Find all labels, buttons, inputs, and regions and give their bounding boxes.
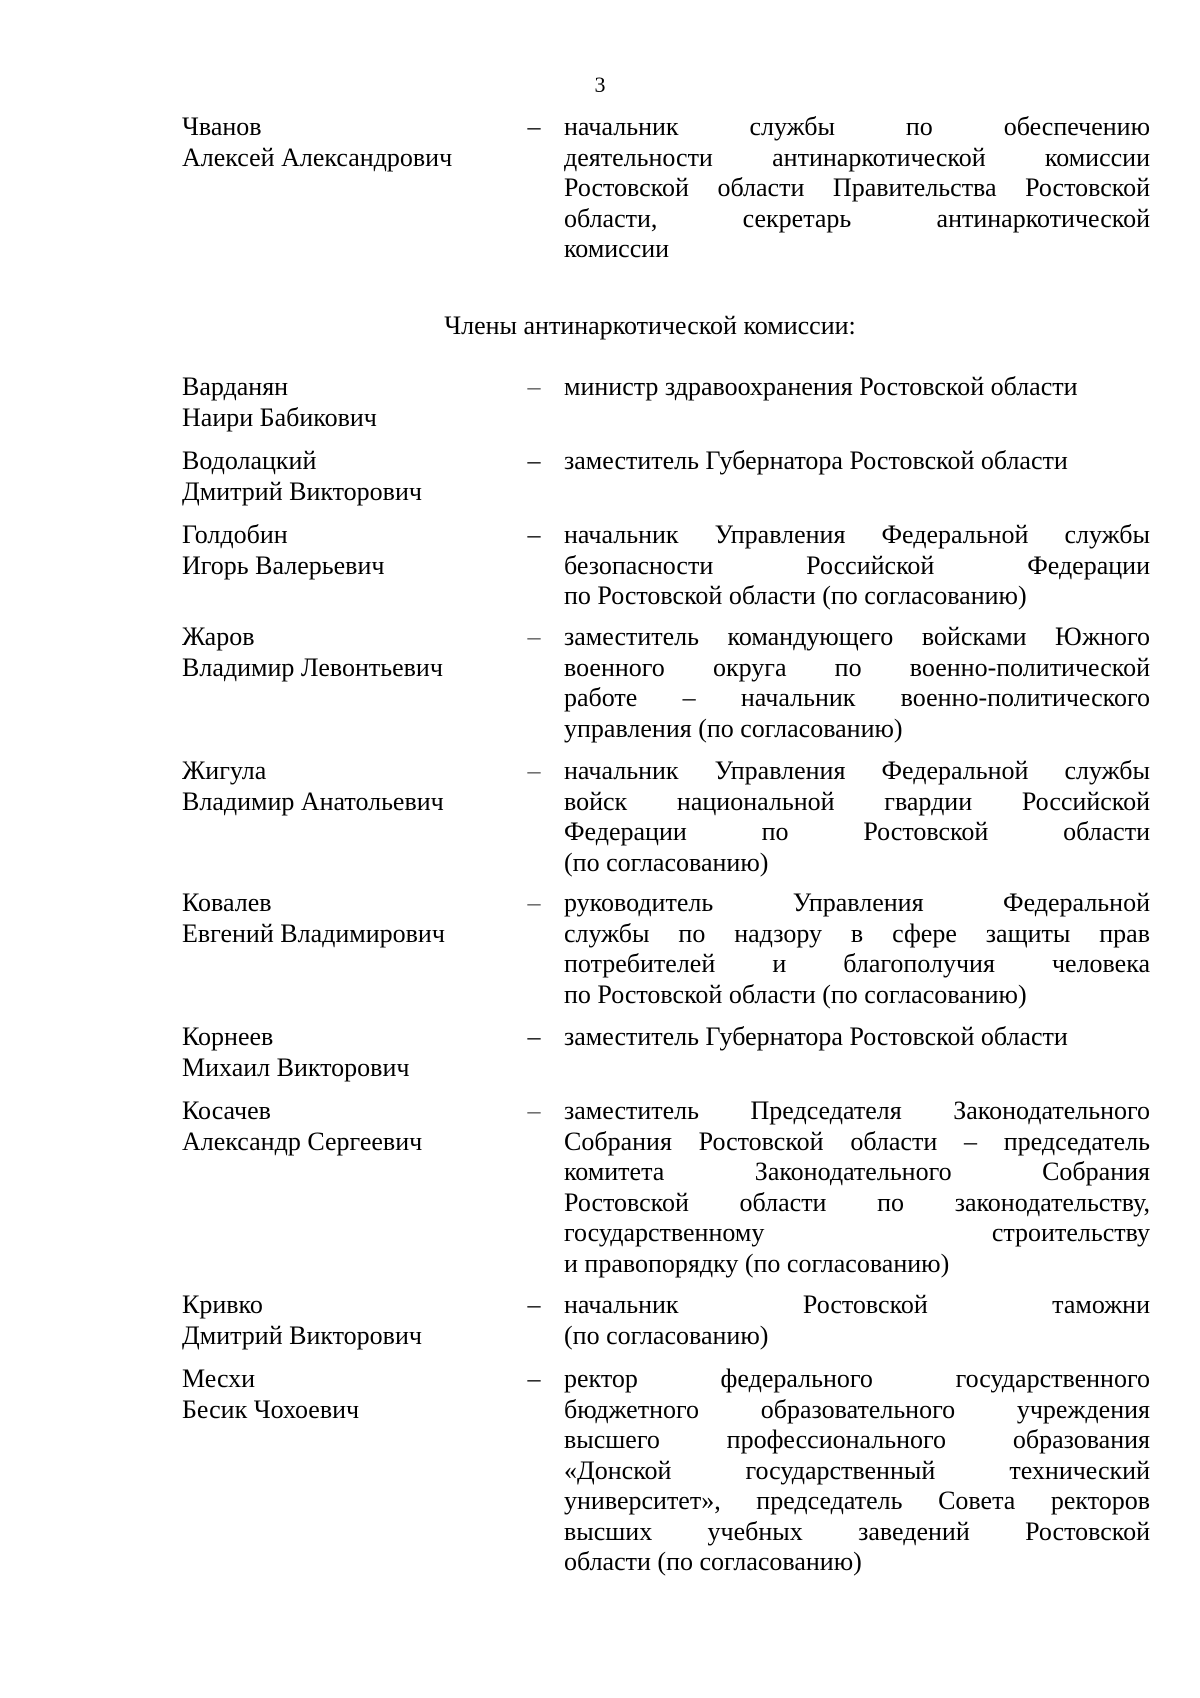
position-description	[564, 446, 1150, 477]
position-line: министр здравоохранения Ростовской области	[564, 372, 1078, 401]
given-names: Владимир Анатольевич	[182, 786, 444, 816]
position-description	[564, 112, 1150, 265]
dash-separator: –	[527, 1096, 541, 1125]
surname: Жигула	[182, 756, 267, 785]
position-description	[564, 1022, 1150, 1053]
given-names: Владимир Левонтьевич	[182, 652, 443, 682]
given-names: Александр Сергеевич	[182, 1126, 423, 1156]
position-line: заместитель Председателя Законодательного	[564, 1096, 1150, 1125]
surname: Варданян	[182, 372, 289, 401]
dash-separator: –	[527, 520, 541, 549]
person-name	[182, 1290, 512, 1351]
position-line: Федерации по Ростовской области	[564, 817, 1150, 846]
surname: Корнеев	[182, 1022, 274, 1051]
position-description	[564, 622, 1150, 744]
position-line: комиссии	[564, 234, 670, 263]
surname: Косачев	[182, 1096, 271, 1125]
position-line: высших учебных заведений Ростовской	[564, 1516, 1150, 1546]
person-name	[182, 520, 512, 581]
position-line: и правопорядку (по согласованию)	[564, 1248, 950, 1278]
person-name	[182, 622, 512, 683]
given-names: Наири Бабикович	[182, 402, 377, 432]
position-line: начальник Управления Федеральной службы	[564, 756, 1150, 785]
position-line: начальник Управления Федеральной службы	[564, 520, 1150, 549]
position-line: потребителей и благополучия человека	[564, 949, 1150, 978]
dash-separator: –	[527, 372, 541, 401]
position-line: государственному строительству	[564, 1218, 1150, 1247]
given-names: Алексей Александрович	[182, 142, 453, 172]
person-name	[182, 112, 512, 173]
position-description	[564, 372, 1150, 403]
dash-separator: –	[527, 446, 541, 475]
person-name	[182, 1096, 512, 1157]
position-line: заместитель Губернатора Ростовской области	[564, 1022, 1068, 1051]
person-name	[182, 446, 512, 507]
position-line: Ростовской области по законодательству,	[564, 1187, 1150, 1217]
surname: Месхи	[182, 1364, 256, 1393]
position-line: начальник службы по обеспечению	[564, 112, 1150, 141]
position-line: «Донской государственный технический	[564, 1455, 1150, 1485]
position-line: Ростовской области Правительства Ростовской	[564, 173, 1150, 202]
position-description	[564, 1364, 1150, 1578]
position-line: по Ростовской области (по согласованию)	[564, 979, 1027, 1009]
position-description	[564, 1096, 1150, 1279]
person-name	[182, 372, 512, 433]
dash-separator: –	[527, 622, 541, 651]
position-line: бюджетного образовательного учреждения	[564, 1394, 1150, 1424]
surname: Кривко	[182, 1290, 263, 1319]
position-line: ректор федерального государственного	[564, 1364, 1150, 1393]
dash-separator: –	[527, 888, 541, 917]
position-line: управления (по согласованию)	[564, 713, 903, 743]
position-line: (по согласованию)	[564, 1320, 769, 1350]
surname: Чванов	[182, 112, 262, 141]
dash-separator: –	[527, 756, 541, 785]
position-line: заместитель Губернатора Ростовской области	[564, 446, 1068, 475]
dash-separator: –	[527, 1364, 541, 1393]
position-line: области (по согласованию)	[564, 1547, 862, 1576]
dash-separator: –	[527, 1022, 541, 1051]
position-line: военного округа по военно-политической	[564, 652, 1150, 682]
position-line: безопасности Российской Федерации	[564, 550, 1150, 580]
position-line: Собрания Ростовской области – председатель	[564, 1126, 1150, 1156]
position-line: комитета Законодательного Собрания	[564, 1157, 1150, 1186]
given-names: Евгений Владимирович	[182, 918, 445, 948]
position-line: службы по надзору в сфере защиты прав	[564, 918, 1150, 948]
given-names: Михаил Викторович	[182, 1052, 410, 1082]
position-description	[564, 888, 1150, 1010]
given-names: Бесик Чохоевич	[182, 1394, 360, 1424]
surname: Голдобин	[182, 520, 288, 549]
position-line: заместитель командующего войсками Южного	[564, 622, 1150, 651]
dash-separator: –	[527, 1290, 541, 1319]
given-names: Дмитрий Викторович	[182, 476, 422, 506]
given-names: Игорь Валерьевич	[182, 550, 385, 580]
dash-separator: –	[527, 112, 541, 141]
position-line: войск национальной гвардии Российской	[564, 786, 1150, 816]
page-number: 3	[594, 72, 606, 97]
surname: Ковалев	[182, 888, 272, 917]
position-line: руководитель Управления Федеральной	[564, 888, 1150, 917]
surname: Водолацкий	[182, 446, 317, 475]
given-names: Дмитрий Викторович	[182, 1320, 422, 1350]
position-line: деятельности антинаркотической комиссии	[564, 142, 1150, 172]
position-line: работе – начальник военно-политического	[564, 683, 1150, 712]
person-name	[182, 756, 512, 817]
surname: Жаров	[182, 622, 255, 651]
position-description	[564, 756, 1150, 878]
position-line: области, секретарь антинаркотической	[564, 203, 1150, 233]
person-name	[182, 1022, 512, 1083]
position-description	[564, 1290, 1150, 1351]
person-name	[182, 1364, 512, 1425]
position-line: университет», председатель Совета ректоров	[564, 1486, 1150, 1515]
members-heading: Члены антинаркотической комиссии:	[444, 311, 856, 340]
position-line: начальник Ростовской таможни	[564, 1290, 1150, 1319]
position-description	[564, 520, 1150, 612]
position-line: по Ростовской области (по согласованию)	[564, 581, 1027, 610]
person-name	[182, 888, 512, 949]
position-line: (по согласованию)	[564, 847, 769, 877]
position-line: высшего профессионального образования	[564, 1425, 1150, 1454]
